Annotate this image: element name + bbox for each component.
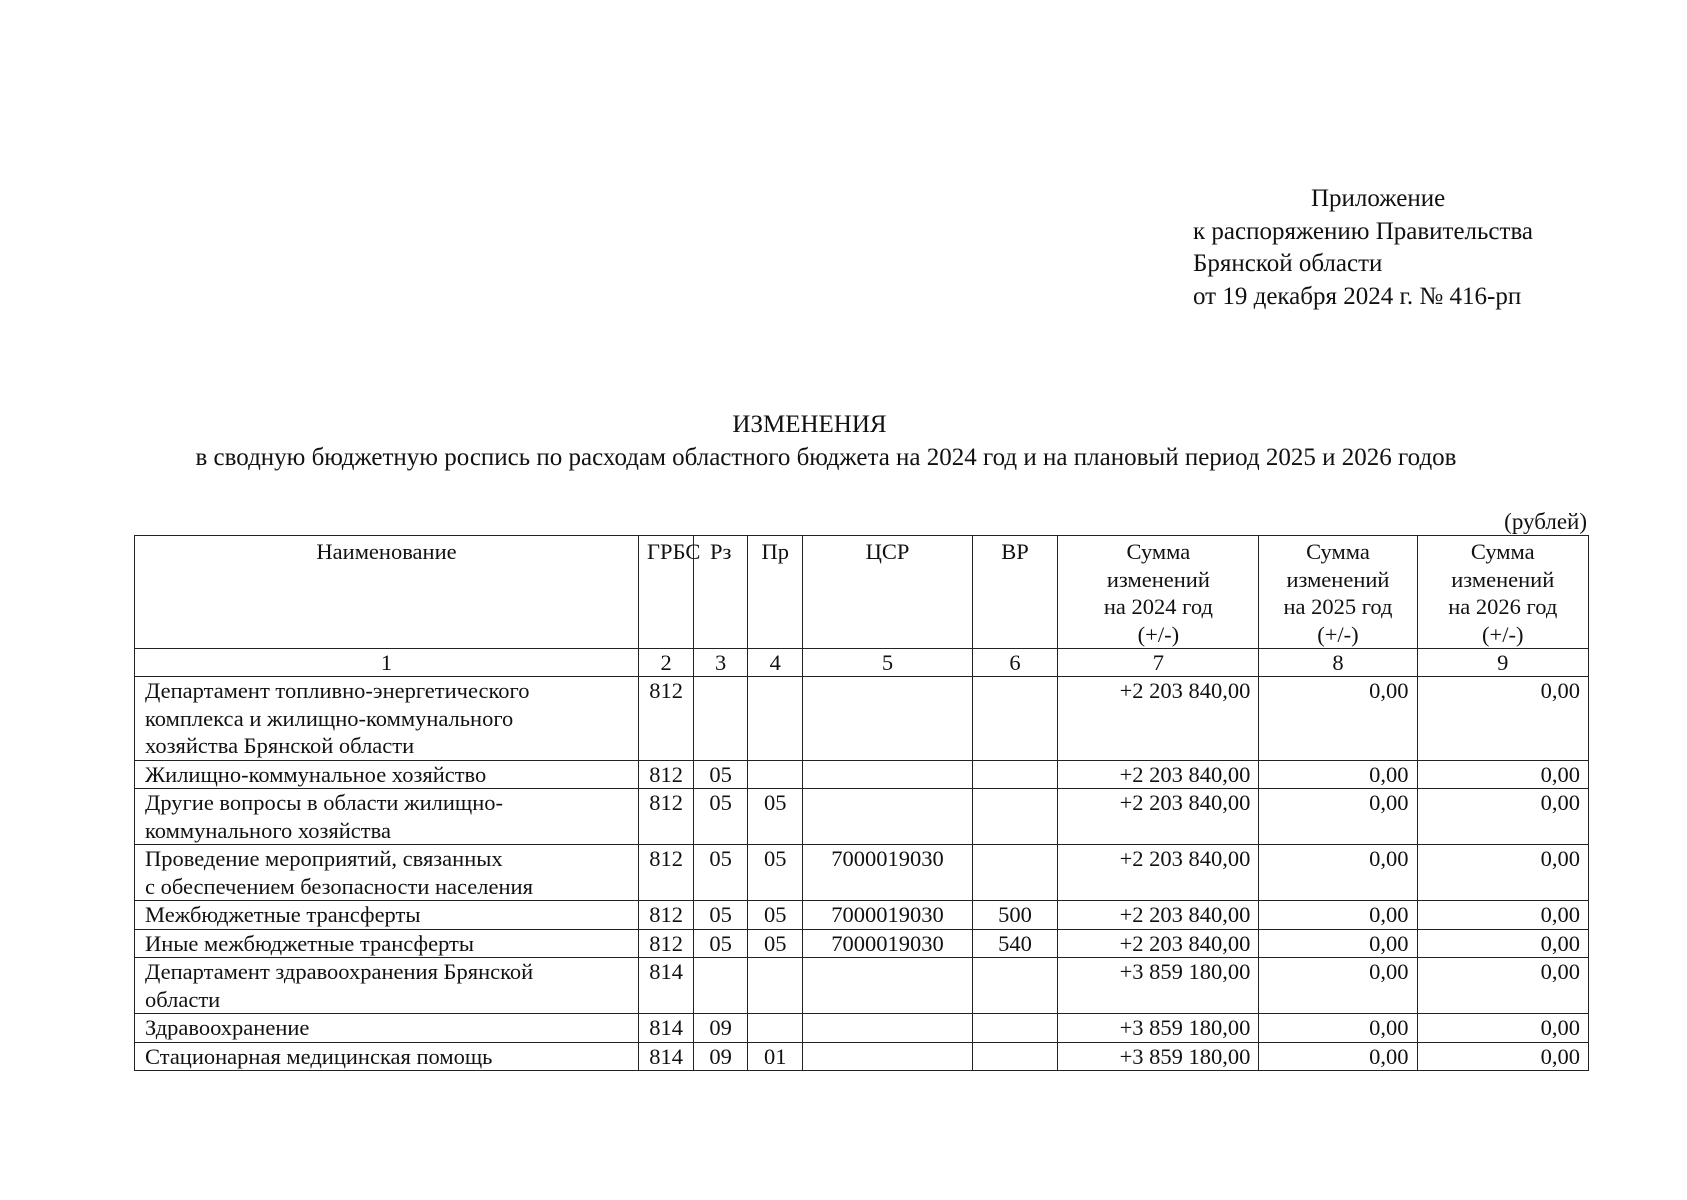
header-sum-2026 — [1417, 536, 1588, 649]
cell-rz — [694, 677, 748, 761]
cell-grbs: 812 — [639, 929, 694, 958]
cell-sum-2025: 0,00 — [1259, 1014, 1417, 1043]
cell-sum-2024: +3 859 180,00 — [1058, 958, 1259, 1014]
header-sum-2025-line: изменений — [1286, 566, 1390, 592]
header-grbs: ГРБС — [639, 536, 694, 649]
cell-sum-2025: 0,00 — [1259, 677, 1417, 761]
table-row — [135, 845, 1589, 901]
header-sum-2025-line: Сумма — [1306, 539, 1370, 564]
table-row — [135, 760, 1589, 789]
cell-csr — [803, 1014, 972, 1043]
cell-grbs: 812 — [639, 760, 694, 789]
cell-name-line: коммунального хозяйства — [145, 817, 391, 843]
currency-units: (рублей) — [1504, 509, 1587, 534]
header-csr: ЦСР — [803, 536, 972, 649]
cell-sum-2024: +3 859 180,00 — [1058, 1014, 1259, 1043]
cell-sum-2025: 0,00 — [1259, 760, 1417, 789]
cell-name-line: Стационарная медицинская помощь — [145, 1043, 493, 1069]
cell-sum-2025: 0,00 — [1259, 958, 1417, 1014]
cell-pr: 01 — [748, 1042, 803, 1071]
cell-pr: 05 — [748, 901, 803, 930]
cell-sum-2025: 0,00 — [1259, 901, 1417, 930]
cell-sum-2024: +2 203 840,00 — [1058, 845, 1259, 901]
table-row — [135, 958, 1589, 1014]
cell-pr: 05 — [748, 929, 803, 958]
cell-sum-2024: +2 203 840,00 — [1058, 760, 1259, 789]
appendix-reference: к распоряжению Правительства — [1193, 217, 1534, 245]
cell-name — [135, 1014, 639, 1043]
column-number: 8 — [1259, 649, 1417, 677]
cell-rz: 05 — [694, 901, 748, 930]
cell-rz: 09 — [694, 1014, 748, 1043]
cell-rz: 05 — [694, 789, 748, 845]
appendix-date-number: от 19 декабря 2024 г. № 416-рп — [1193, 282, 1522, 310]
cell-vr — [972, 845, 1058, 901]
document-title: ИЗМЕНЕНИЯ — [732, 411, 887, 438]
header-sum-2026-line: на 2026 год — [1448, 594, 1558, 619]
header-sum-2025 — [1259, 536, 1417, 649]
cell-sum-2024: +2 203 840,00 — [1058, 677, 1259, 761]
column-number: 6 — [972, 649, 1058, 677]
cell-grbs: 814 — [639, 1042, 694, 1071]
header-rz: Рз — [694, 536, 748, 649]
cell-pr — [748, 760, 803, 789]
table-row — [135, 901, 1589, 930]
cell-sum-2026: 0,00 — [1417, 760, 1588, 789]
cell-sum-2024: +2 203 840,00 — [1058, 901, 1259, 930]
cell-name-line: хозяйства Брянской области — [145, 733, 415, 758]
cell-name — [135, 677, 639, 761]
cell-sum-2026: 0,00 — [1417, 1042, 1588, 1071]
cell-rz: 05 — [694, 929, 748, 958]
cell-rz — [694, 958, 748, 1014]
document-subtitle: в сводную бюджетную роспись по расходам областного бюджета на 2024 год и на плановый период 2025 и 2026 годов — [195, 444, 1457, 471]
cell-vr — [972, 760, 1058, 789]
column-number: 7 — [1058, 649, 1259, 677]
header-sum-2024 — [1058, 536, 1259, 649]
cell-csr — [803, 958, 972, 1014]
cell-sum-2024: +2 203 840,00 — [1058, 929, 1259, 958]
header-name: Наименование — [135, 536, 639, 649]
cell-pr: 05 — [748, 845, 803, 901]
cell-pr: 05 — [748, 789, 803, 845]
header-sum-2026-line: (+/-) — [1482, 621, 1524, 647]
cell-pr — [748, 958, 803, 1014]
cell-grbs: 812 — [639, 677, 694, 761]
cell-csr: 7000019030 — [803, 845, 972, 901]
cell-name-line: Жилищно-коммунальное хозяйство — [145, 761, 487, 787]
appendix-region: Брянской области — [1193, 250, 1383, 277]
header-sum-2026-line: изменений — [1451, 566, 1555, 592]
header-sum-2025-line: на 2025 год — [1283, 594, 1393, 619]
cell-sum-2025: 0,00 — [1259, 789, 1417, 845]
cell-name-line: с обеспечением безопасности населения — [145, 873, 533, 899]
header-vr: ВР — [972, 536, 1058, 649]
header-sum-2024-line: Сумма — [1126, 539, 1191, 564]
cell-grbs: 812 — [639, 901, 694, 930]
cell-sum-2024: +2 203 840,00 — [1058, 789, 1259, 845]
cell-sum-2026: 0,00 — [1417, 929, 1588, 958]
cell-name-line: Другие вопросы в области жилищно- — [145, 790, 504, 815]
cell-csr — [803, 677, 972, 761]
column-number: 5 — [803, 649, 972, 677]
header-sum-2024-line: (+/-) — [1137, 621, 1180, 647]
header-sum-2026-line: Сумма — [1470, 539, 1535, 564]
cell-name-line: Проведение мероприятий, связанных — [145, 846, 503, 871]
cell-sum-2026: 0,00 — [1417, 901, 1588, 930]
header-sum-2024-line: изменений — [1106, 566, 1210, 592]
cell-sum-2026: 0,00 — [1417, 789, 1588, 845]
budget-changes-table — [134, 535, 1589, 1071]
appendix-block — [1193, 183, 1533, 313]
cell-name — [135, 789, 639, 845]
cell-name-line: Здравоохранение — [145, 1015, 310, 1040]
cell-csr — [803, 789, 972, 845]
cell-csr — [803, 1042, 972, 1071]
cell-name-line: Иные межбюджетные трансферты — [145, 930, 475, 956]
cell-name-line: Межбюджетные трансферты — [145, 902, 421, 927]
cell-name — [135, 760, 639, 789]
header-pr: Пр — [748, 536, 803, 649]
cell-rz: 05 — [694, 760, 748, 789]
cell-vr — [972, 958, 1058, 1014]
cell-vr: 540 — [972, 929, 1058, 958]
cell-vr — [972, 1014, 1058, 1043]
document-heading — [0, 408, 1687, 474]
column-numbers-row — [135, 649, 1589, 677]
cell-grbs: 814 — [639, 1014, 694, 1043]
table-row — [135, 1014, 1589, 1043]
cell-name-line: Департамент здравоохранения Брянской — [145, 959, 534, 984]
cell-grbs: 812 — [639, 845, 694, 901]
cell-csr: 7000019030 — [803, 929, 972, 958]
column-number: 1 — [135, 649, 639, 677]
cell-vr — [972, 677, 1058, 761]
cell-name — [135, 929, 639, 958]
cell-rz: 09 — [694, 1042, 748, 1071]
cell-sum-2026: 0,00 — [1417, 1014, 1588, 1043]
column-number: 2 — [639, 649, 694, 677]
cell-csr: 7000019030 — [803, 901, 972, 930]
cell-vr: 500 — [972, 901, 1058, 930]
column-number: 4 — [748, 649, 803, 677]
cell-name-line: комплекса и жилищно-коммунального — [145, 705, 514, 731]
cell-csr — [803, 760, 972, 789]
cell-sum-2026: 0,00 — [1417, 677, 1588, 761]
cell-sum-2024: +3 859 180,00 — [1058, 1042, 1259, 1071]
cell-sum-2025: 0,00 — [1259, 929, 1417, 958]
cell-rz: 05 — [694, 845, 748, 901]
table-row — [135, 1042, 1589, 1071]
cell-name-line: Департамент топливно-энергетического — [145, 678, 530, 703]
cell-vr — [972, 789, 1058, 845]
cell-name — [135, 1042, 639, 1071]
cell-sum-2026: 0,00 — [1417, 958, 1588, 1014]
cell-sum-2025: 0,00 — [1259, 845, 1417, 901]
cell-grbs: 812 — [639, 789, 694, 845]
header-sum-2025-line: (+/-) — [1317, 621, 1359, 647]
cell-name-line: области — [145, 986, 221, 1012]
cell-name — [135, 845, 639, 901]
column-number: 3 — [694, 649, 748, 677]
table-row — [135, 789, 1589, 845]
table-row — [135, 929, 1589, 958]
header-sum-2024-line: на 2024 год — [1103, 594, 1213, 619]
table-row — [135, 677, 1589, 761]
table-body — [135, 649, 1589, 1071]
cell-name — [135, 958, 639, 1014]
table-header-row — [135, 536, 1589, 649]
appendix-title: Приложение — [1311, 185, 1446, 212]
column-number: 9 — [1417, 649, 1588, 677]
cell-sum-2026: 0,00 — [1417, 845, 1588, 901]
cell-pr — [748, 1014, 803, 1043]
cell-pr — [748, 677, 803, 761]
cell-sum-2025: 0,00 — [1259, 1042, 1417, 1071]
cell-grbs: 814 — [639, 958, 694, 1014]
cell-name — [135, 901, 639, 930]
cell-vr — [972, 1042, 1058, 1071]
